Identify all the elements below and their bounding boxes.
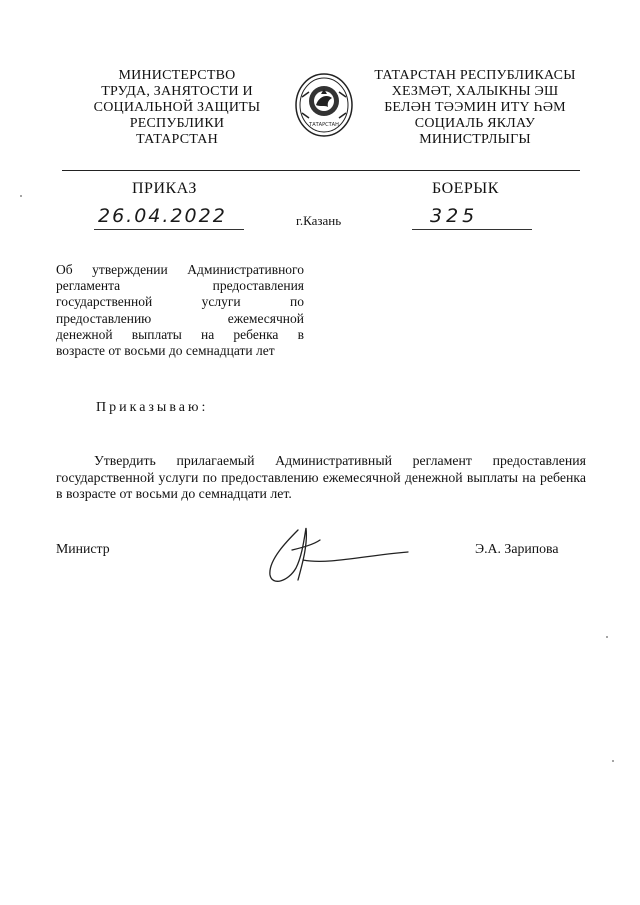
scan-speck [612,760,614,762]
ministry-ru-line: ТРУДА, ЗАНЯТОСТИ И [101,84,253,99]
signatory-name: Э.А. Зарипова [475,541,559,556]
ministry-ru-line: СОЦИАЛЬНОЙ ЗАЩИТЫ [93,100,261,115]
scan-speck [606,636,608,638]
ministry-ru-line: МИНИСТЕРСТВО [118,68,236,83]
date-underline [94,229,244,230]
subject-line: Об утверждении Административного [56,262,304,277]
handwritten-signature-icon [258,520,418,590]
ministry-ru-line: РЕСПУБЛИКИ [129,116,225,131]
document-subject [56,262,304,359]
subject-line: государственной услуги по [56,294,304,310]
header-divider [62,170,580,171]
subject-line: возрасте от восьми до семнадцати лет [56,343,275,359]
ministry-name-ru [72,68,282,148]
emblem-text: ТАТАРСТАН [309,122,339,128]
city: г.Казань [296,213,342,228]
subject-line: регламента предоставления [56,278,304,294]
order-word: Приказываю: [96,400,209,415]
signatory-title: Министр [56,541,110,556]
number-underline [412,229,532,230]
ministry-name-tt [360,68,590,148]
ministry-tt-line: ХЕЗМӘТ, ХАЛЫКНЫ ЭШ [391,84,559,99]
order-body-text: Утвердить прилагаемый Административный регламент предоставления государственной услуги по предоставлению ежемесячной денежной выплаты на ребенка в возрасте от восьми до семнадцати лет. [56,453,586,501]
ministry-tt-line: МИНИСТРЛЫГЫ [419,132,531,147]
scan-speck [20,195,22,197]
ministry-tt-line: СОЦИАЛЬ ЯКЛАУ [414,116,536,131]
ministry-ru-line: ТАТАРСТАН [136,132,218,147]
tatarstan-emblem-icon [294,72,354,138]
doc-type-ru: ПРИКАЗ [132,180,197,197]
ministry-tt-line: БЕЛӘН ТӘЭМИН ИТҮ ҺӘМ [384,100,566,115]
doc-type-tt: БОЕРЫК [432,180,499,197]
ministry-tt-line: ТАТАРСТАН РЕСПУБЛИКАСЫ [374,68,576,83]
document-date: 26.04.2022 [98,205,227,227]
document-number: 325 [430,205,479,227]
subject-line: денежной выплаты на ребенка в [56,326,304,342]
subject-line: предоставлению ежемесячной [56,310,304,326]
